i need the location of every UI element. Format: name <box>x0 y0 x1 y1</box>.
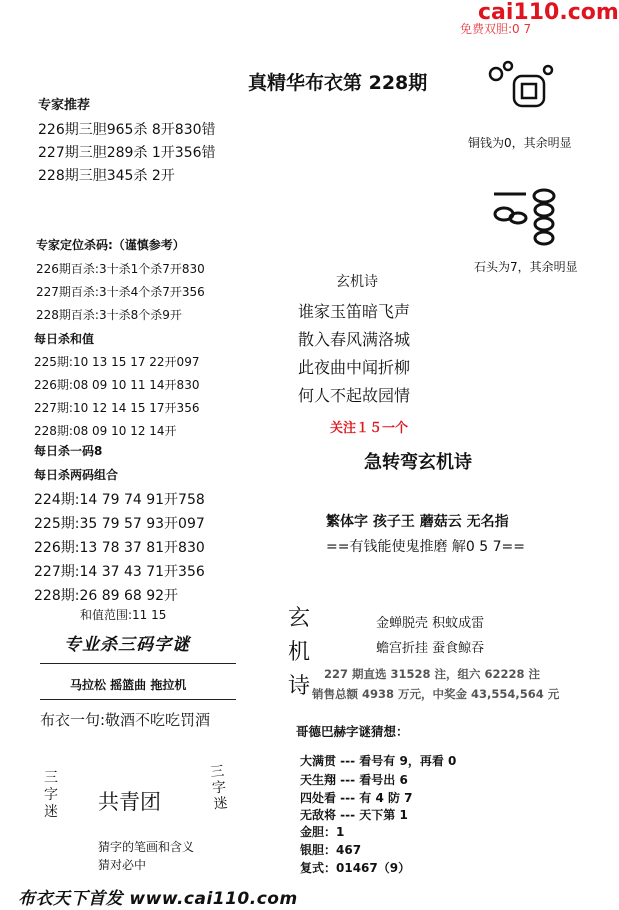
silver-dan: 银胆：467 <box>300 843 362 857</box>
follow-text <box>330 417 408 436</box>
xuanji-char: 机 <box>288 640 311 665</box>
gongqingtuan: 共青团 <box>98 790 161 814</box>
turn-poem-title: 急转弯玄机诗 <box>364 452 472 473</box>
coin-caption: 铜钱为0，其余明显 <box>468 136 572 150</box>
expert-line: 227期三胆289杀 1开356错 <box>38 145 216 161</box>
daily-two-heading: 每日杀两码组合 <box>34 468 119 482</box>
xuanji-line: 金蝉脱壳 积蚊成雷 <box>376 616 485 631</box>
sum-range: 和值范围:11 15 <box>80 608 167 622</box>
fushi-dan: 复式：01467（9） <box>300 861 411 875</box>
poem-line: 何人不起故园情 <box>298 386 411 405</box>
expert-heading: 专家推荐 <box>38 98 91 113</box>
riddle-char: 三 <box>209 763 226 781</box>
position-kill-heading: 专家定位杀码:（谨慎参考） <box>36 238 185 252</box>
coin-image <box>484 60 560 126</box>
daily-sum-line: 227期:10 12 14 15 17开356 <box>34 401 200 415</box>
xuanji-line: 蟾宫折挂 蚕食鲸吞 <box>376 641 485 656</box>
site-logo <box>458 0 619 36</box>
logo-tag: 免费双胆:0 7 <box>460 22 532 36</box>
riddle-char: 字 <box>44 787 58 803</box>
xuanji-char: 诗 <box>288 674 311 699</box>
daily-two-line: 225期:35 79 57 93开097 <box>34 516 205 532</box>
poem-line: 此夜曲中闻折柳 <box>298 358 411 377</box>
daily-sum-line: 228期:08 09 10 12 14开 <box>34 424 177 438</box>
riddle-char: 字 <box>211 779 227 797</box>
three-riddle-right <box>210 763 229 812</box>
stone-caption: 石头为7，其余明显 <box>474 260 578 274</box>
expert-line: 226期三胆965杀 8开830错 <box>38 122 216 138</box>
riddle-char: 迷 <box>212 795 229 813</box>
riddle-char: 三 <box>44 770 58 786</box>
daily-sum-line: 225期:10 13 15 17 22开097 <box>34 355 200 369</box>
sales-line: 销售总额 4938 万元，中奖金 43,554,564 元 <box>312 687 560 701</box>
poem-line: 谁家玉笛暗飞声 <box>298 302 411 321</box>
daily-two-line: 228期:26 89 68 92开 <box>34 588 179 604</box>
marathon-words: 马拉松 摇篮曲 拖拉机 <box>70 678 187 692</box>
xuanji-char: 玄 <box>288 606 311 631</box>
daily-sum-line: 226期:08 09 10 11 14开830 <box>34 378 200 392</box>
daily-two-line: 227期:14 37 43 71开356 <box>34 564 205 580</box>
riddle-char: 迷 <box>44 804 58 820</box>
godbach-line: 四处看 --- 有 4 防 7 <box>300 791 413 805</box>
stone-image <box>486 184 562 248</box>
pro-riddle-title: 专业杀三码字谜 <box>64 635 190 655</box>
logo-site: cai110.com <box>478 0 619 25</box>
position-kill-line: 228期百杀:3十杀8个杀9开 <box>36 308 182 322</box>
daily-two-line: 224期:14 79 74 91开758 <box>34 492 205 508</box>
page-title: 真精华布衣第 228期 <box>248 72 428 94</box>
godbach-line: 无敌将 --- 天下第 1 <box>300 808 408 822</box>
godbach-heading: 哥德巴赫字谜猜想： <box>296 724 409 739</box>
riddle-words: 繁体字 孩子王 蘑菇云 无名指 <box>326 514 509 530</box>
divider <box>40 699 236 700</box>
godbach-line: 天生翔 --- 看号出 6 <box>300 773 408 787</box>
follow-prefix: 关注 <box>330 421 357 436</box>
daily-two-line: 226期:13 78 37 81开830 <box>34 540 205 556</box>
position-kill-line: 227期百杀:3十杀4个杀7开356 <box>36 285 205 299</box>
divider <box>40 663 236 664</box>
expert-line: 228期三胆345杀 2开 <box>38 168 175 184</box>
footer-text: 布衣天下首发 www.cai110.com <box>18 889 298 909</box>
poem-heading: 玄机诗 <box>336 274 378 290</box>
gold-dan: 金胆：1 <box>300 825 345 839</box>
daily-one: 每日杀一码8 <box>34 444 103 458</box>
daily-sum-heading: 每日杀和值 <box>34 332 95 346</box>
godbach-line: 大满贯 --- 看号有 9，再看 0 <box>300 754 457 768</box>
guess-note: 猜字的笔画和含义 <box>98 840 195 854</box>
follow-value: １５一个 <box>356 421 409 436</box>
guess-note: 猜对必中 <box>98 858 147 872</box>
sales-line: 227 期直选 31528 注，组六 62228 注 <box>324 667 541 681</box>
money-line: ==有钱能使鬼推磨 解0 5 7== <box>326 539 525 555</box>
buyi-line: 布衣一句:敬酒不吃吃罚酒 <box>40 711 211 729</box>
poem-line: 散入春风满洛城 <box>298 330 411 349</box>
three-riddle-left <box>44 770 58 821</box>
position-kill-line: 226期百杀:3十杀1个杀7开830 <box>36 262 205 276</box>
